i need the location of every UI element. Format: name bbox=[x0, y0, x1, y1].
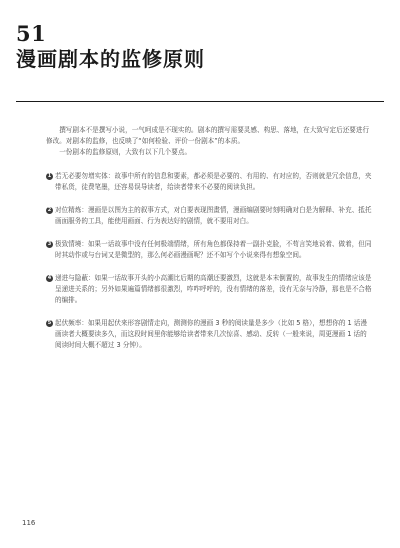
chapter-number: 51 bbox=[16, 21, 47, 46]
list-item bbox=[46, 171, 372, 193]
chapter-heading bbox=[16, 22, 384, 72]
list-item bbox=[46, 273, 372, 306]
heading-divider bbox=[16, 101, 384, 102]
list-item bbox=[46, 205, 372, 227]
list-item-text: 起伏频率：如果用起伏来形容剧情走向，测测你的漫画 3 秒的阅读量是多少（比如 5 格），想想你的 1 话漫画读者大概要读多久，而这段时间里你能够给读者带来几次惊喜、感动、反转（一般来说，周更漫画 1 话的阅读时间大概不超过 3 分钟）。 bbox=[55, 319, 367, 349]
list-item-text: 对位精炼：漫画是以图为主的叙事方式，对白要表现图畫情，漫画编剧要时刻明确对白是为解释、补充、抵托画面服务的工具，能使用画面、行为表达好的剧情，就不要用对白。 bbox=[55, 206, 372, 225]
number-badge-icon: 1 bbox=[47, 173, 52, 179]
list-item bbox=[46, 239, 372, 261]
number-badge-icon: 4 bbox=[47, 275, 52, 281]
list-item-text: 递进与隐蔽：如果一话故事开头的小高潮比后期的高潮还要激烈，这就是本末倒置的，故事发生的情绪应该是呈递进关系的；另外如果遍篇情绪都很激烈，咋咋呼呼的，没有情绪的落差，没有无奈与冷静，那也是不合格的编排。 bbox=[55, 274, 372, 304]
intro-paragraph: 撰写剧本不是撰写小说，一气呵成是不现实的。剧本的撰写需要灵感、构思、落地，在大致写定后还要进行修改。对剧本的监修，也反映了“如何检验、评价一份剧本”的本质。 bbox=[46, 126, 370, 145]
page-number: 116 bbox=[22, 519, 36, 527]
number-badge-icon: 2 bbox=[47, 207, 52, 213]
list-item-text: 若无必要勿增实体：故事中所有的信息和要素，都必须是必要的、有用的、有对应的，否则就是冗余信息，夹带私货，徒费笔墨，还容易误导读者，给读者带来不必要的阅读负担。 bbox=[55, 172, 372, 191]
list-item-text: 极致情境：如果一话故事中没有任何极端情绪，所有角色都保持着一副扑克脸，不苟言笑地说着、做着，但同时其动作或与台词又是微型的，那么何必画漫画呢？还不如写个小说来得有想象空间。 bbox=[55, 240, 372, 259]
chapter-title: 漫画剧本的监修原则 bbox=[16, 47, 205, 71]
list-item bbox=[46, 318, 372, 351]
number-badge-icon: 5 bbox=[47, 320, 52, 326]
number-badge-icon: 3 bbox=[47, 241, 52, 247]
intro-paragraph: 一份剧本的监修原则，大致有以下几个要点。 bbox=[59, 148, 192, 156]
body-text bbox=[46, 125, 372, 351]
